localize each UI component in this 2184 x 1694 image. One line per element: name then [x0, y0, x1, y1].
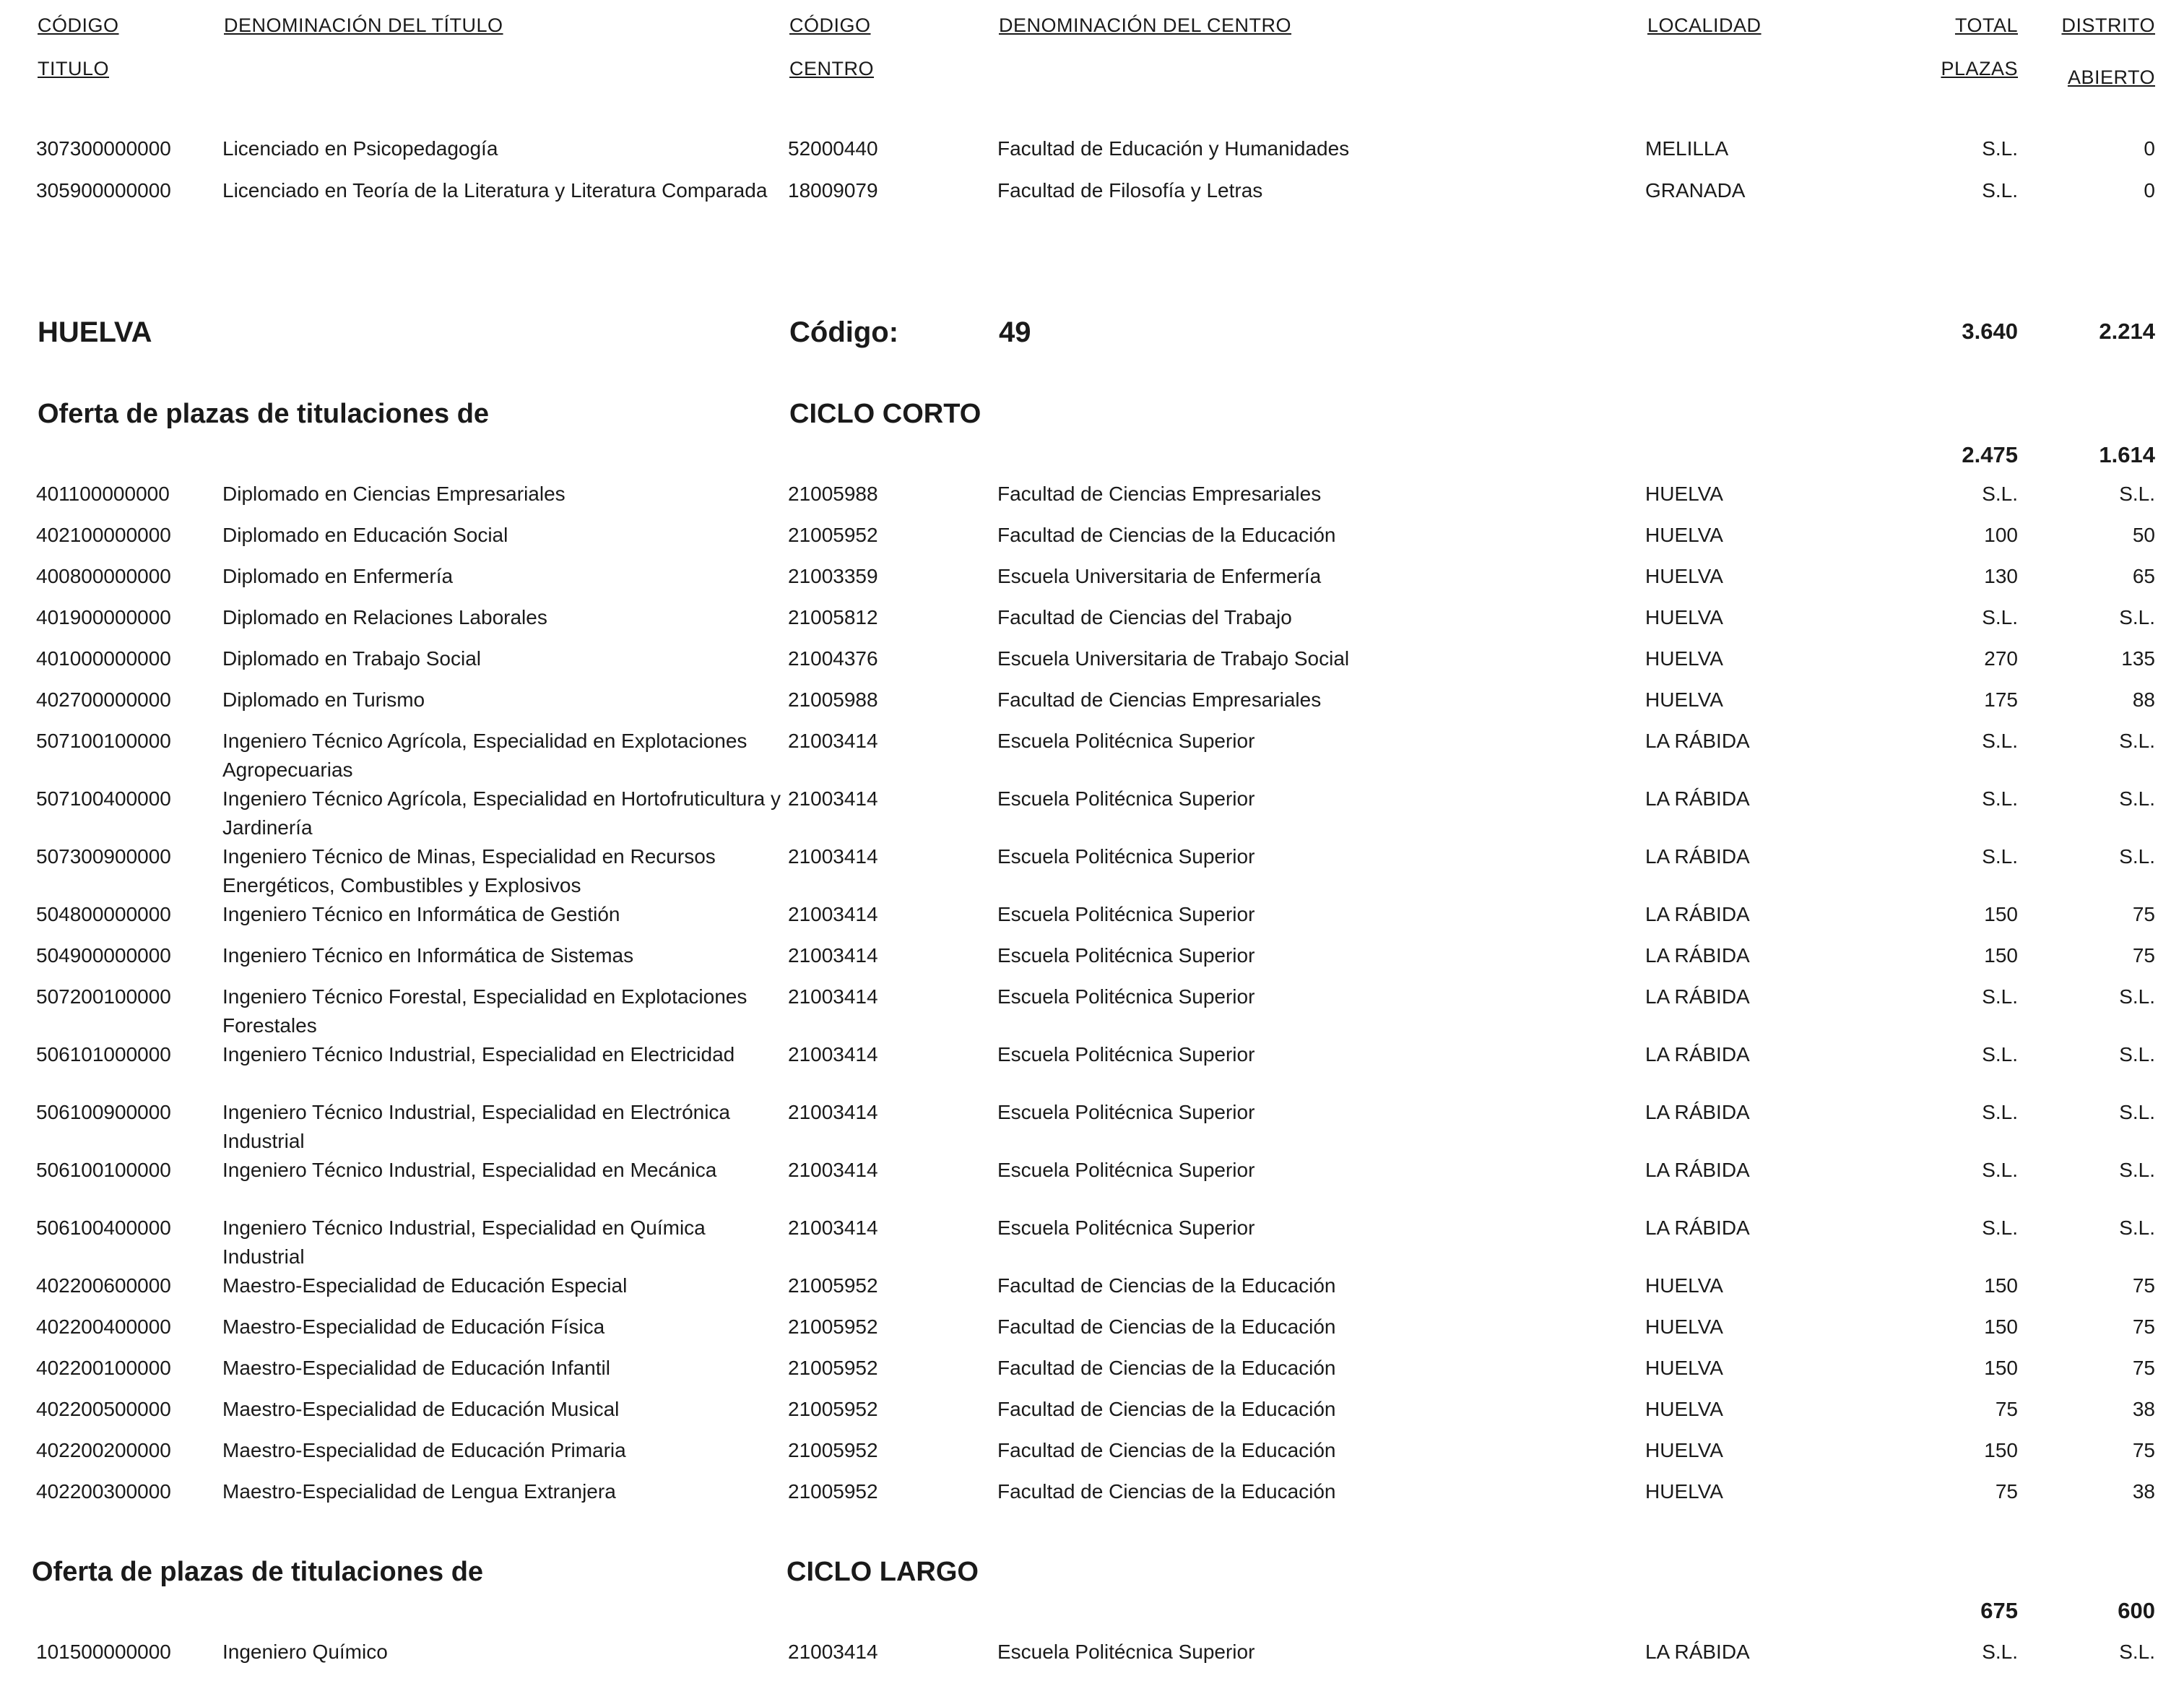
row-distrito: S.L.	[2119, 1101, 2155, 1123]
row-titulo: Ingeniero Técnico en Informática de Sistemas	[222, 944, 634, 967]
row-localidad: LA RÁBIDA	[1645, 845, 1750, 868]
ciclo-corto-label: Oferta de plazas de titulaciones de	[38, 399, 490, 429]
row-total: S.L.	[1982, 787, 2018, 810]
row-centro-codigo: 21005952	[788, 1315, 878, 1338]
row-centro-codigo: 21003414	[788, 1159, 878, 1181]
row-localidad: HUELVA	[1645, 606, 1723, 628]
ciclo-largo-name: CICLO LARGO	[786, 1557, 979, 1587]
row-localidad: HUELVA	[1645, 1315, 1723, 1338]
ciclo-corto-total: 2.475	[1962, 442, 2018, 467]
row-centro-codigo: 21004376	[788, 647, 878, 670]
row-localidad: LA RÁBIDA	[1645, 1641, 1750, 1663]
row-codigo: 402200200000	[36, 1439, 171, 1461]
row-total: S.L.	[1982, 137, 2018, 160]
header-codigo-centro-line2: CENTRO	[789, 58, 874, 79]
row-centro: Facultad de Ciencias del Trabajo	[997, 606, 1292, 628]
row-distrito: 75	[2132, 1439, 2155, 1461]
row-titulo: Licenciado en Psicopedagogía	[222, 137, 498, 160]
row-codigo: 402700000000	[36, 688, 171, 711]
row-centro: Facultad de Ciencias de la Educación	[997, 1398, 1336, 1420]
row-localidad: GRANADA	[1645, 179, 1746, 202]
row-localidad: LA RÁBIDA	[1645, 787, 1750, 810]
row-codigo: 506101000000	[36, 1043, 171, 1066]
row-centro: Escuela Politécnica Superior	[997, 787, 1255, 810]
header-total-line2: PLAZAS	[1941, 58, 2018, 79]
row-codigo: 402100000000	[36, 524, 171, 546]
row-centro-codigo: 18009079	[788, 179, 878, 202]
row-titulo: Ingeniero Técnico Industrial, Especialidad en Mecánica	[222, 1159, 717, 1181]
row-distrito: S.L.	[2119, 1641, 2155, 1663]
row-localidad: HUELVA	[1645, 1439, 1723, 1461]
row-centro-codigo: 21005988	[788, 483, 878, 505]
row-codigo: 400800000000	[36, 565, 171, 587]
row-centro: Facultad de Ciencias de la Educación	[997, 524, 1336, 546]
ciclo-largo-label: Oferta de plazas de titulaciones de	[32, 1557, 484, 1587]
row-titulo: Ingeniero Técnico Forestal, Especialidad en Explotaciones Forestales	[222, 985, 748, 1037]
row-centro: Facultad de Filosofía y Letras	[997, 179, 1263, 202]
row-codigo: 402200300000	[36, 1480, 171, 1503]
row-centro: Escuela Politécnica Superior	[997, 903, 1255, 925]
row-distrito: 0	[2144, 179, 2155, 202]
row-distrito: 38	[2132, 1398, 2155, 1420]
row-localidad: LA RÁBIDA	[1645, 1217, 1750, 1239]
row-titulo: Licenciado en Teoría de la Literatura y Literatura Comparada	[222, 179, 768, 202]
row-centro-codigo: 21003414	[788, 944, 878, 967]
row-centro-codigo: 21005952	[788, 1480, 878, 1503]
row-localidad: LA RÁBIDA	[1645, 944, 1750, 967]
row-codigo: 101500000000	[36, 1641, 171, 1663]
ciclo-largo-distrito: 600	[2118, 1598, 2155, 1623]
row-titulo: Maestro-Especialidad de Educación Física	[222, 1315, 605, 1338]
row-centro-codigo: 21003414	[788, 787, 878, 810]
row-titulo: Ingeniero Técnico de Minas, Especialidad en Recursos Energéticos, Combustibles y Explosivos	[222, 845, 716, 896]
row-titulo: Diplomado en Trabajo Social	[222, 647, 481, 670]
row-centro-codigo: 21005952	[788, 1398, 878, 1420]
row-titulo: Ingeniero Técnico Agrícola, Especialidad en Hortofruticultura y Jardinería	[222, 787, 781, 839]
row-titulo: Maestro-Especialidad de Lengua Extranjera	[222, 1480, 616, 1503]
row-distrito: S.L.	[2119, 1159, 2155, 1181]
row-centro: Facultad de Ciencias de la Educación	[997, 1315, 1336, 1338]
row-total: S.L.	[1982, 845, 2018, 868]
row-codigo: 401100000000	[36, 483, 170, 505]
row-centro: Facultad de Ciencias Empresariales	[997, 483, 1322, 505]
row-total: 150	[1984, 1439, 2018, 1461]
row-total: S.L.	[1982, 606, 2018, 628]
row-total: 150	[1984, 1274, 2018, 1297]
row-centro-codigo: 21003414	[788, 985, 878, 1008]
row-total: 150	[1984, 903, 2018, 925]
row-centro-codigo: 21005952	[788, 1439, 878, 1461]
row-codigo: 402200500000	[36, 1398, 171, 1420]
row-codigo: 506100400000	[36, 1217, 171, 1239]
row-distrito: S.L.	[2119, 730, 2155, 752]
row-total: S.L.	[1982, 1043, 2018, 1066]
row-titulo: Maestro-Especialidad de Educación Infantil	[222, 1357, 610, 1379]
ciclo-corto-distrito: 1.614	[2099, 442, 2155, 467]
row-codigo: 507200100000	[36, 985, 171, 1008]
row-distrito: 75	[2132, 903, 2155, 925]
row-centro-codigo: 21005812	[788, 606, 878, 628]
row-distrito: S.L.	[2119, 985, 2155, 1008]
row-titulo: Ingeniero Técnico Industrial, Especialidad en Electricidad	[222, 1043, 735, 1066]
row-localidad: HUELVA	[1645, 647, 1723, 670]
header-denominacion-titulo: DENOMINACIÓN DEL TÍTULO	[224, 14, 503, 36]
row-centro: Facultad de Ciencias de la Educación	[997, 1480, 1336, 1503]
row-titulo: Diplomado en Relaciones Laborales	[222, 606, 547, 628]
row-distrito: 0	[2144, 137, 2155, 160]
row-centro-codigo: 21005988	[788, 688, 878, 711]
row-distrito: S.L.	[2119, 483, 2155, 505]
row-titulo: Diplomado en Ciencias Empresariales	[222, 483, 566, 505]
row-total: S.L.	[1982, 179, 2018, 202]
row-centro-codigo: 21003414	[788, 1101, 878, 1123]
row-centro-codigo: 21005952	[788, 524, 878, 546]
row-total: S.L.	[1982, 730, 2018, 752]
university-codigo: 49	[999, 316, 1031, 348]
row-centro-codigo: 21003359	[788, 565, 878, 587]
row-titulo: Ingeniero Técnico Agrícola, Especialidad en Explotaciones Agropecuarias	[222, 730, 748, 781]
row-titulo: Maestro-Especialidad de Educación Especial	[222, 1274, 628, 1297]
row-centro-codigo: 21003414	[788, 1641, 878, 1663]
row-total: S.L.	[1982, 1159, 2018, 1181]
row-total: 150	[1984, 944, 2018, 967]
row-codigo: 506100100000	[36, 1159, 171, 1181]
row-centro: Escuela Universitaria de Trabajo Social	[997, 647, 1350, 670]
row-distrito: S.L.	[2119, 1217, 2155, 1239]
row-centro: Escuela Politécnica Superior	[997, 1043, 1255, 1066]
row-titulo: Diplomado en Enfermería	[222, 565, 454, 587]
row-distrito: 38	[2132, 1480, 2155, 1503]
row-centro-codigo: 21003414	[788, 730, 878, 752]
header-total: TOTAL	[1954, 14, 2018, 36]
row-codigo: 402200600000	[36, 1274, 171, 1297]
row-distrito: 65	[2132, 565, 2155, 587]
row-titulo: Ingeniero Técnico en Informática de Gestión	[222, 903, 620, 925]
row-localidad: MELILLA	[1645, 137, 1729, 160]
row-codigo: 307300000000	[36, 137, 171, 160]
header-distrito-line2: ABIERTO	[2067, 66, 2155, 88]
row-total: S.L.	[1982, 1641, 2018, 1663]
row-distrito: 75	[2132, 1274, 2155, 1297]
row-total: S.L.	[1982, 1101, 2018, 1123]
row-distrito: 135	[2121, 647, 2155, 670]
row-centro-codigo: 52000440	[788, 137, 878, 160]
header-codigo-titulo: CÓDIGO	[38, 14, 119, 36]
row-titulo: Diplomado en Turismo	[222, 688, 425, 711]
row-centro: Escuela Politécnica Superior	[997, 845, 1255, 868]
row-titulo: Ingeniero Técnico Industrial, Especialidad en Química Industrial	[222, 1217, 706, 1268]
row-centro: Facultad de Educación y Humanidades	[997, 137, 1350, 160]
row-centro: Escuela Universitaria de Enfermería	[997, 565, 1322, 587]
row-centro: Escuela Politécnica Superior	[997, 730, 1255, 752]
row-titulo: Maestro-Especialidad de Educación Primaria	[222, 1439, 626, 1461]
row-localidad: HUELVA	[1645, 524, 1723, 546]
header-denominacion-centro: DENOMINACIÓN DEL CENTRO	[999, 14, 1292, 36]
row-localidad: LA RÁBIDA	[1645, 903, 1750, 925]
row-total: 150	[1984, 1315, 2018, 1338]
row-distrito: S.L.	[2119, 1043, 2155, 1066]
row-centro-codigo: 21005952	[788, 1357, 878, 1379]
row-distrito: S.L.	[2119, 787, 2155, 810]
header-distrito: DISTRITO	[2061, 14, 2155, 36]
header-codigo-centro: CÓDIGO	[789, 14, 871, 36]
row-localidad: LA RÁBIDA	[1645, 1101, 1750, 1123]
row-centro: Escuela Politécnica Superior	[997, 985, 1255, 1008]
row-distrito: 75	[2132, 944, 2155, 967]
row-codigo: 305900000000	[36, 179, 171, 202]
university-name: HUELVA	[38, 316, 152, 348]
row-total: 150	[1984, 1357, 2018, 1379]
row-distrito: 50	[2132, 524, 2155, 546]
row-localidad: LA RÁBIDA	[1645, 1159, 1750, 1181]
row-distrito: 88	[2132, 688, 2155, 711]
row-total: 175	[1984, 688, 2018, 711]
row-total: 75	[1995, 1480, 2018, 1503]
row-centro: Escuela Politécnica Superior	[997, 1217, 1255, 1239]
row-localidad: HUELVA	[1645, 688, 1723, 711]
row-total: S.L.	[1982, 985, 2018, 1008]
row-codigo: 507300900000	[36, 845, 171, 868]
row-codigo: 401000000000	[36, 647, 171, 670]
row-centro-codigo: 21003414	[788, 845, 878, 868]
row-localidad: LA RÁBIDA	[1645, 1043, 1750, 1066]
row-codigo: 506100900000	[36, 1101, 171, 1123]
row-localidad: HUELVA	[1645, 1274, 1723, 1297]
row-titulo: Maestro-Especialidad de Educación Musical	[222, 1398, 620, 1420]
row-titulo: Ingeniero Químico	[222, 1641, 388, 1663]
header-localidad: LOCALIDAD	[1647, 14, 1762, 36]
row-localidad: LA RÁBIDA	[1645, 730, 1750, 752]
row-centro: Escuela Politécnica Superior	[997, 1101, 1255, 1123]
row-centro-codigo: 21003414	[788, 1217, 878, 1239]
row-total: S.L.	[1982, 1217, 2018, 1239]
row-centro: Facultad de Ciencias de la Educación	[997, 1274, 1336, 1297]
row-codigo: 402200100000	[36, 1357, 171, 1379]
row-total: S.L.	[1982, 483, 2018, 505]
university-total: 3.640	[1962, 319, 2018, 344]
row-distrito: 75	[2132, 1357, 2155, 1379]
row-centro-codigo: 21005952	[788, 1274, 878, 1297]
row-codigo: 507100100000	[36, 730, 171, 752]
university-codigo-label: Código:	[789, 316, 899, 348]
row-centro: Escuela Politécnica Superior	[997, 1641, 1255, 1663]
row-total: 270	[1984, 647, 2018, 670]
row-total: 100	[1984, 524, 2018, 546]
row-centro: Facultad de Ciencias Empresariales	[997, 688, 1322, 711]
row-codigo: 504800000000	[36, 903, 171, 925]
row-centro: Facultad de Ciencias de la Educación	[997, 1439, 1336, 1461]
row-localidad: HUELVA	[1645, 1480, 1723, 1503]
row-localidad: HUELVA	[1645, 1398, 1723, 1420]
row-codigo: 504900000000	[36, 944, 171, 967]
university-distrito: 2.214	[2099, 319, 2155, 344]
row-titulo: Ingeniero Técnico Industrial, Especialidad en Electrónica Industrial	[222, 1101, 731, 1152]
row-distrito: 75	[2132, 1315, 2155, 1338]
row-codigo: 402200400000	[36, 1315, 171, 1338]
header-codigo-titulo-line2: TITULO	[38, 58, 110, 79]
row-distrito: S.L.	[2119, 606, 2155, 628]
row-codigo: 401900000000	[36, 606, 171, 628]
ciclo-corto-name: CICLO CORTO	[789, 399, 982, 429]
row-titulo: Diplomado en Educación Social	[222, 524, 508, 546]
row-centro-codigo: 21003414	[788, 1043, 878, 1066]
row-centro: Escuela Politécnica Superior	[997, 944, 1255, 967]
row-centro-codigo: 21003414	[788, 903, 878, 925]
row-localidad: LA RÁBIDA	[1645, 985, 1750, 1008]
row-localidad: HUELVA	[1645, 565, 1723, 587]
row-distrito: S.L.	[2119, 845, 2155, 868]
row-localidad: HUELVA	[1645, 483, 1723, 505]
row-total: 130	[1984, 565, 2018, 587]
row-codigo: 507100400000	[36, 787, 171, 810]
row-total: 75	[1995, 1398, 2018, 1420]
row-localidad: HUELVA	[1645, 1357, 1723, 1379]
row-centro: Escuela Politécnica Superior	[997, 1159, 1255, 1181]
ciclo-largo-total: 675	[1980, 1598, 2018, 1623]
row-centro: Facultad de Ciencias de la Educación	[997, 1357, 1336, 1379]
